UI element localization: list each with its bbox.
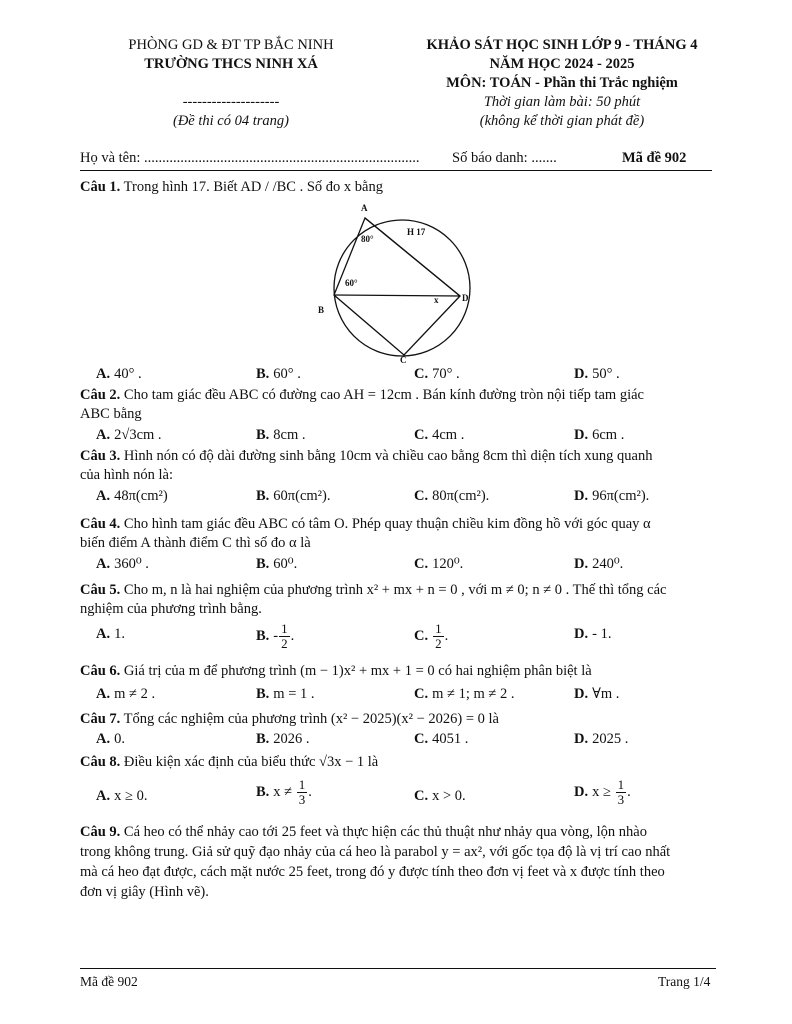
question-text: Cho hình tam giác đều ABC có tâm O. Phép quay thuận chiều kim đồng hồ với góc quay α xyxy=(123,516,651,532)
question-label: Câu 2. xyxy=(80,387,121,403)
exam-title: KHẢO SÁT HỌC SINH LỚP 9 - THÁNG 4 xyxy=(426,37,698,53)
question-5-options: A. 1. B. - $\frac{1}{2}$ . C. $\frac{1}{2}$ . D. - 1. xyxy=(96,621,612,651)
option-a: 1. xyxy=(114,626,125,642)
question-text-cont: mà cá heo đạt được, cách mặt nước 25 feet, trong đó y được tính theo đơn vị feet và x được tính theo xyxy=(80,864,665,880)
question-8-options: A. x ≥ 0. B. x ≠ $\frac{1}{3}$ . C. x > 0. D. x ≥ $\frac{1}{3}$ . xyxy=(96,777,631,807)
diagonal-bd xyxy=(334,295,460,296)
option-c: $\frac{1}{2}$ . xyxy=(435,621,449,651)
option-c: 70° . xyxy=(432,366,460,382)
question-label: Câu 4. xyxy=(80,516,121,532)
question-4-options: A. 360⁰ . B. 60⁰. C. 120⁰. D. 240⁰. xyxy=(96,556,624,572)
question-text: Giá trị của m để phương trình (m − 1)x² + mx + 1 = 0 có hai nghiệm phân biệt là xyxy=(123,663,592,679)
option-c: 80π(cm²). xyxy=(432,488,490,504)
school-name: TRƯỜNG THCS NINH XÁ xyxy=(144,56,318,72)
option-b: x ≠ $\frac{1}{3}$ . xyxy=(273,777,312,807)
question-text-cont: của hình nón là: xyxy=(80,467,174,483)
point-c-label: C xyxy=(400,355,407,365)
option-b: 2026 . xyxy=(273,731,310,747)
option-a: 40° . xyxy=(114,366,142,382)
option-b: 60⁰. xyxy=(273,556,298,572)
question-text: Cho tam giác đều ABC có đường cao AH = 12cm . Bán kính đường tròn nội tiếp tam giác xyxy=(123,387,644,403)
question-label: Câu 7. xyxy=(80,711,121,727)
exam-header xyxy=(402,36,722,131)
exam-code: Mã đề 902 xyxy=(622,150,687,166)
option-c: m ≠ 1; m ≠ 2 . xyxy=(432,686,515,702)
question-7-options: A. 0. B. 2026 . C. 4051 . D. 2025 . xyxy=(96,731,629,747)
footer-exam-code: Mã đề 902 xyxy=(80,974,138,989)
question-text: Tổng các nghiệm của phương trình (x² − 2025)(x² − 2026) = 0 là xyxy=(123,711,499,727)
footer-divider xyxy=(80,968,716,969)
option-c: 120⁰. xyxy=(432,556,464,572)
option-d: 6cm . xyxy=(592,427,625,443)
question-label: Câu 5. xyxy=(80,582,121,598)
page-count-note: (Đề thi có 04 trang) xyxy=(173,113,289,129)
question-6 xyxy=(80,662,720,681)
point-b-label: B xyxy=(318,305,325,315)
school-year: NĂM HỌC 2024 - 2025 xyxy=(489,56,635,72)
option-b: - $\frac{1}{2}$ . xyxy=(273,621,295,651)
option-a: 2√3cm . xyxy=(114,427,162,443)
question-2 xyxy=(80,386,720,424)
question-8 xyxy=(80,753,720,772)
option-c: 4cm . xyxy=(432,427,465,443)
question-text: Điều kiện xác định của biểu thức √3x − 1 là xyxy=(123,754,379,770)
question-label: Câu 8. xyxy=(80,754,121,770)
question-3-options: A. 48π(cm²) B. 60π(cm²). C. 80π(cm²). D. 96π(cm²). xyxy=(96,488,650,504)
question-1-options: A. 40° . B. 60° . C. 70° . D. 50° . xyxy=(96,366,620,382)
separator: -------------------- xyxy=(182,94,280,110)
option-b: 60π(cm²). xyxy=(273,488,331,504)
figure-label: H 17 xyxy=(407,227,426,237)
question-5 xyxy=(80,581,720,619)
option-a: x ≥ 0. xyxy=(114,788,148,804)
duration-note: (không kể thời gian phát đề) xyxy=(479,113,645,129)
option-d: - 1. xyxy=(592,626,612,642)
question-7 xyxy=(80,710,720,729)
question-label: Câu 3. xyxy=(80,448,121,464)
option-d: 240⁰. xyxy=(592,556,624,572)
option-d: x ≥ $\frac{1}{3}$ . xyxy=(592,777,631,807)
angle-a-label: 80° xyxy=(361,234,374,244)
question-text: Cá heo có thể nhảy cao tới 25 feet và thực hiện các thủ thuật như nhảy qua vòng, lộn nhào xyxy=(123,824,647,840)
student-id-label: Số báo danh: ....... xyxy=(452,150,557,166)
geometry-figure-h17 xyxy=(310,200,480,370)
option-a: 0. xyxy=(114,731,125,747)
point-d-label: D xyxy=(462,293,469,303)
question-text-cont: đơn vị giây (Hình vẽ). xyxy=(80,884,209,900)
duration: Thời gian làm bài: 50 phút xyxy=(483,94,641,110)
question-text: Hình nón có độ dài đường sinh bằng 10cm và chiều cao bằng 8cm thì diện tích xung quanh xyxy=(123,448,653,464)
question-4 xyxy=(80,515,720,553)
question-text-cont: trong không trung. Giả sử quỹ đạo nhảy của cá heo là parabol y = ax², với gốc tọa độ là vị trí cao nhất xyxy=(80,844,671,860)
option-a: m ≠ 2 . xyxy=(114,686,156,702)
option-c: x > 0. xyxy=(432,788,466,804)
department-name: PHÒNG GD & ĐT TP BẮC NINH xyxy=(128,37,334,53)
question-label: Câu 1. xyxy=(80,179,121,195)
header-divider xyxy=(80,170,712,171)
option-c: 4051 . xyxy=(432,731,469,747)
option-d: 2025 . xyxy=(592,731,629,747)
option-b: 8cm . xyxy=(273,427,306,443)
angle-x-label: x xyxy=(434,295,439,305)
question-6-options: A. m ≠ 2 . B. m = 1 . C. m ≠ 1; m ≠ 2 . D. ∀m . xyxy=(96,686,620,702)
point-a-label: A xyxy=(361,203,368,213)
question-text: Trong hình 17. Biết AD / /BC . Số đo x bằng xyxy=(123,179,383,195)
option-b: m = 1 . xyxy=(273,686,315,702)
subject: MÔN: TOÁN - Phần thi Trắc nghiệm xyxy=(446,75,678,91)
option-b: 60° . xyxy=(273,366,301,382)
question-text-cont: nghiệm của phương trình bằng. xyxy=(80,601,262,617)
question-label: Câu 9. xyxy=(80,824,121,840)
question-text-cont: biến điểm A thành điểm C thì số đo α là xyxy=(80,535,311,551)
question-text: Cho m, n là hai nghiệm của phương trình x² + mx + n = 0 , với m ≠ 0; n ≠ 0 . Thế thì tổng các xyxy=(123,582,667,598)
option-a: 48π(cm²) xyxy=(114,488,168,504)
option-d: 50° . xyxy=(592,366,620,382)
name-field-label: Họ và tên: ............................................................................ xyxy=(80,150,420,166)
question-2-options: A. 2√3cm . B. 8cm . C. 4cm . D. 6cm . xyxy=(96,427,625,443)
angle-b-label: 60° xyxy=(345,278,358,288)
question-label: Câu 6. xyxy=(80,663,121,679)
footer-page-number: Trang 1/4 xyxy=(658,974,711,989)
option-d: 96π(cm²). xyxy=(592,488,650,504)
question-1 xyxy=(80,178,720,197)
school-header xyxy=(96,36,366,131)
question-text-cont: ABC bằng xyxy=(80,406,142,422)
option-a: 360⁰ . xyxy=(114,556,149,572)
question-9 xyxy=(80,822,720,902)
question-3 xyxy=(80,447,720,485)
option-d: ∀m . xyxy=(592,686,620,702)
